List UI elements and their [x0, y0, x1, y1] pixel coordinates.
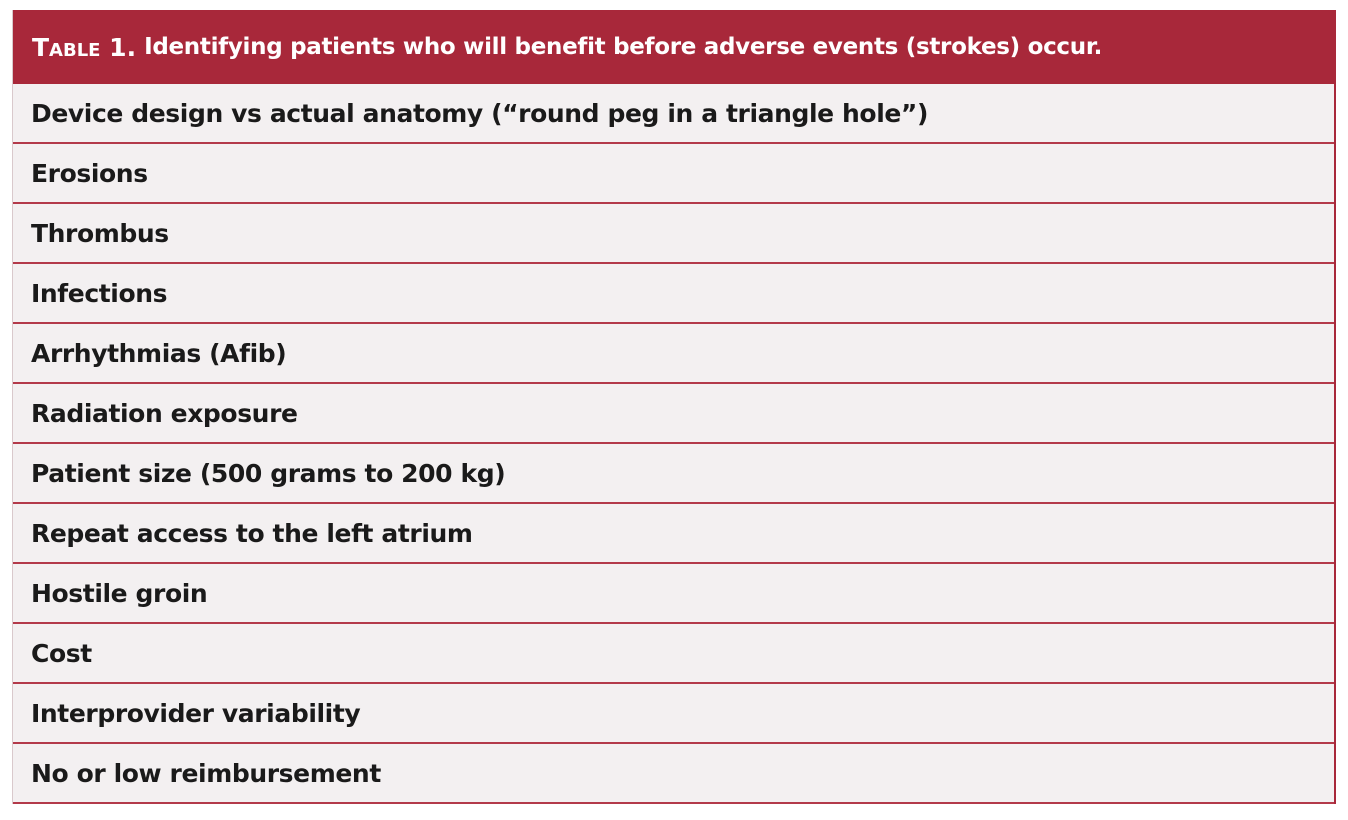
table-caption-text: Identifying patients who will benefit before adverse events (strokes) occur. — [144, 34, 1103, 60]
table-row: Radiation exposure — [13, 384, 1334, 444]
table-caption — [13, 10, 1334, 84]
table-row: Repeat access to the left atrium — [13, 504, 1334, 564]
table-label: Table 1. — [32, 32, 137, 62]
table-rows — [13, 84, 1334, 804]
table-row: Patient size (500 grams to 200 kg) — [13, 444, 1334, 504]
table-row: Thrombus — [13, 204, 1334, 264]
table-row: Arrhythmias (Afib) — [13, 324, 1334, 384]
table-row: Hostile groin — [13, 564, 1334, 624]
table-row: Cost — [13, 624, 1334, 684]
table-1 — [12, 10, 1336, 804]
table-row: Device design vs actual anatomy (“round peg in a triangle hole”) — [13, 84, 1334, 144]
table-row: Interprovider variability — [13, 684, 1334, 744]
table-row: No or low reimbursement — [13, 744, 1334, 804]
table-row: Erosions — [13, 144, 1334, 204]
table-row: Infections — [13, 264, 1334, 324]
